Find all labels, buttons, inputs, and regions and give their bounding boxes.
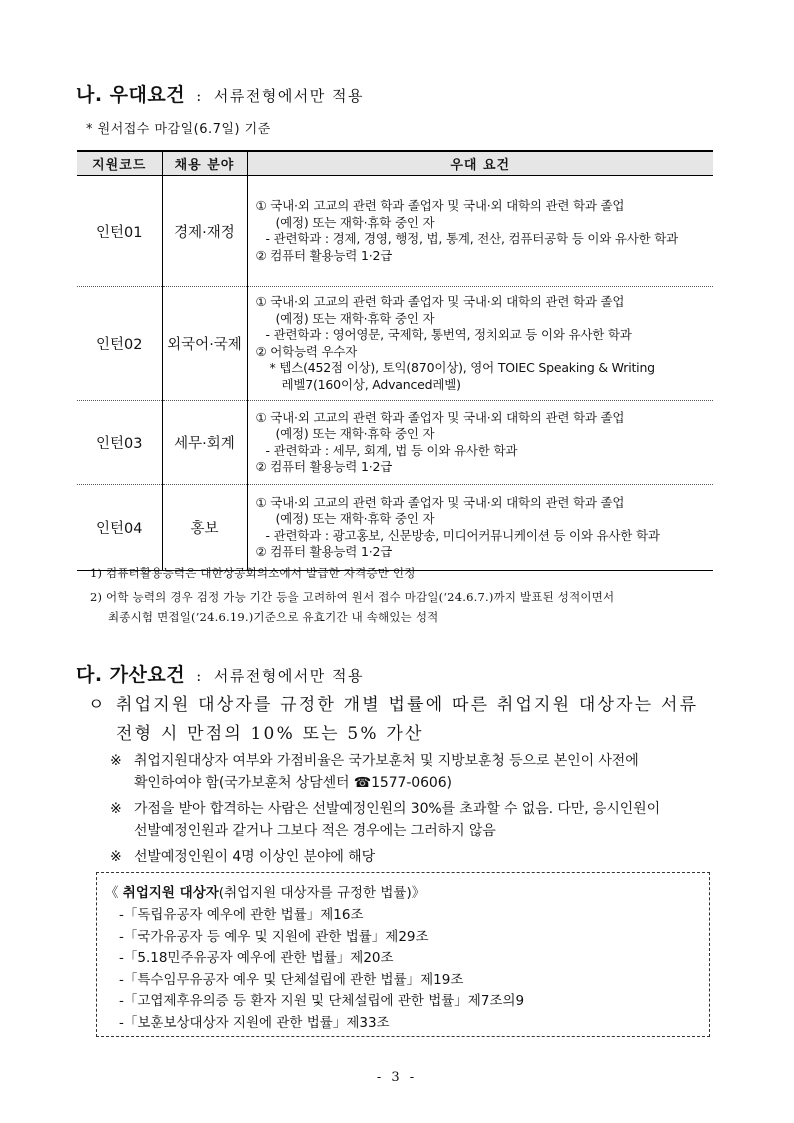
condition-line: ① 국내·외 고교의 관련 학과 졸업자 및 국내·외 대학의 관련 학과 졸업: [255, 409, 625, 425]
cell-field: 세무·회계: [162, 401, 247, 485]
cell-code: 인턴01: [77, 176, 162, 287]
header-code: 지원코드: [77, 151, 162, 176]
cell-conditions: [247, 176, 713, 287]
bonus-main-line: 전형 시 만점의 10% 또는 5% 가산: [116, 724, 424, 744]
cell-code: 인턴02: [77, 287, 162, 401]
cell-conditions: [247, 287, 713, 401]
condition-line: ② 컴퓨터 활용능력 1·2급: [255, 247, 393, 263]
note-marker: ※: [110, 753, 122, 769]
note-line: 가점을 받아 합격하는 사람은 선발예정인원의 30%를 초과할 수 없음. 다만, 응시인원이: [134, 801, 661, 817]
note-marker: ※: [110, 801, 122, 817]
preferential-requirements-table: [77, 150, 713, 571]
condition-line: ② 컴퓨터 활용능력 1·2급: [255, 459, 393, 474]
condition-line: ② 컴퓨터 활용능력 1·2급: [255, 544, 393, 559]
bullet-marker: ㅇ: [88, 695, 107, 715]
cell-code: 인턴03: [77, 401, 162, 485]
list-item: -「5.18민주유공자 예우에 관한 법률」제20조: [119, 950, 394, 966]
condition-line: - 관련학과 : 경제, 경영, 행정, 법, 통계, 전산, 컴퓨터공학 등 이와 유사한 학과: [265, 231, 679, 246]
list-item: -「국가유공자 등 예우 및 지원에 관한 법률」제29조: [119, 928, 429, 945]
section-colon: :: [196, 87, 203, 105]
box-title: [105, 881, 425, 901]
cell-field: 홍보: [162, 485, 247, 571]
table-row: [77, 287, 713, 401]
condition-line: ② 어학능력 우수자: [255, 343, 358, 359]
section-subtitle: 서류전형에서만 적용: [213, 87, 365, 105]
note-line: 확인하여야 함(국가보훈처 상담센터 ☎1577-0606): [134, 775, 452, 791]
condition-line: (예정) 또는 재학·휴학 중인 자: [275, 511, 435, 526]
note-line: 선발예정인원이 4명 이상인 분야에 해당: [134, 849, 375, 865]
eligible-laws-box: [96, 872, 710, 1037]
footnote: 1) 컴퓨터활용능력은 대한상공회의소에서 발급한 자격증만 인정: [90, 566, 416, 580]
box-title-rest: (취업지원 대상자를 규정한 법률)》: [218, 885, 426, 901]
list-item: -「독립유공자 예우에 관한 법률」제16조: [119, 907, 364, 923]
cell-field: 외국어·국제: [162, 287, 247, 401]
cell-field: 경제·재정: [162, 176, 247, 287]
condition-line: - 관련학과 : 광고홍보, 신문방송, 미디어커뮤니케이션 등 이와 유사한 학과: [265, 527, 660, 543]
note-marker: ※: [110, 849, 122, 865]
note-line: 선발예정인원과 같거나 그보다 적은 경우에는 그러하지 않음: [134, 823, 496, 839]
law-list: [119, 905, 524, 1034]
condition-line: - 관련학과 : 영어영문, 국제학, 통번역, 정치외교 등 이와 유사한 학과: [265, 327, 632, 342]
condition-line: - 관련학과 : 세무, 회계, 법 등 이와 유사한 학과: [265, 442, 518, 458]
condition-line: ① 국내·외 고교의 관련 학과 졸업자 및 국내·외 대학의 관련 학과 졸업: [255, 494, 625, 510]
box-title-bold: 취업지원 대상자: [122, 885, 219, 901]
box-open-bracket: 《: [105, 885, 119, 901]
table-row: [77, 485, 713, 571]
bonus-main-line: 취업지원 대상자를 규정한 개별 법률에 따른 취업지원 대상자는 서류: [116, 695, 699, 715]
note-line: 취업지원대상자 여부와 가점비율은 국가보훈처 및 지방보훈청 등으로 본인이 사전에: [134, 753, 639, 769]
cell-conditions: [247, 485, 713, 571]
header-field: 채용 분야: [162, 151, 247, 176]
footnote: 2) 어학 능력의 경우 검정 가능 기간 등을 고려하여 원서 접수 마감일(‘24.6.7.)까지 발표된 성적이면서: [90, 590, 615, 604]
condition-line: ① 국내·외 고교의 관련 학과 졸업자 및 국내·외 대학의 관련 학과 졸업: [255, 198, 625, 213]
table-row: [77, 176, 713, 287]
cell-conditions: [247, 401, 713, 485]
table-header-row: [77, 151, 713, 176]
list-item: -「특수임무유공자 예우 및 단체설립에 관한 법률」제19조: [119, 971, 464, 988]
footnote-continuation: 최종시험 면접일(’24.6.19.)기준으로 유효기간 내 속해있는 성적: [108, 610, 439, 624]
section-colon: :: [196, 667, 203, 685]
section-heading-bonus: [76, 660, 364, 687]
section-heading-preferential: [76, 80, 364, 107]
condition-line: 레벨7(160이상, Advanced레벨): [281, 376, 461, 392]
condition-line: (예정) 또는 재학·휴학 중인 자: [275, 214, 435, 230]
section-label: 다. 가산요건: [76, 664, 186, 686]
list-item: -「고엽제후유의증 등 환자 지원 및 단체설립에 관한 법률」제7조의9: [119, 993, 525, 1009]
table-row: [77, 401, 713, 485]
deadline-note: * 원서접수 마감일(6.7일) 기준: [86, 122, 271, 137]
cell-code: 인턴04: [77, 485, 162, 571]
page-number: - 3 -: [376, 1070, 418, 1085]
condition-line: * 텝스(452점 이상), 토익(870이상), 영어 TOIEC Speaking & Writing: [269, 360, 655, 375]
condition-line: (예정) 또는 재학·휴학 중인 자: [275, 426, 435, 441]
condition-line: (예정) 또는 재학·휴학 중인 자: [275, 310, 435, 326]
header-conditions: 우대 요건: [247, 151, 713, 176]
condition-line: ① 국내·외 고교의 관련 학과 졸업자 및 국내·외 대학의 관련 학과 졸업: [255, 294, 625, 309]
section-subtitle: 서류전형에서만 적용: [213, 667, 365, 685]
list-item: -「보훈보상대상자 지원에 관한 법률」제33조: [119, 1014, 390, 1031]
section-label: 나. 우대요건: [76, 84, 186, 106]
